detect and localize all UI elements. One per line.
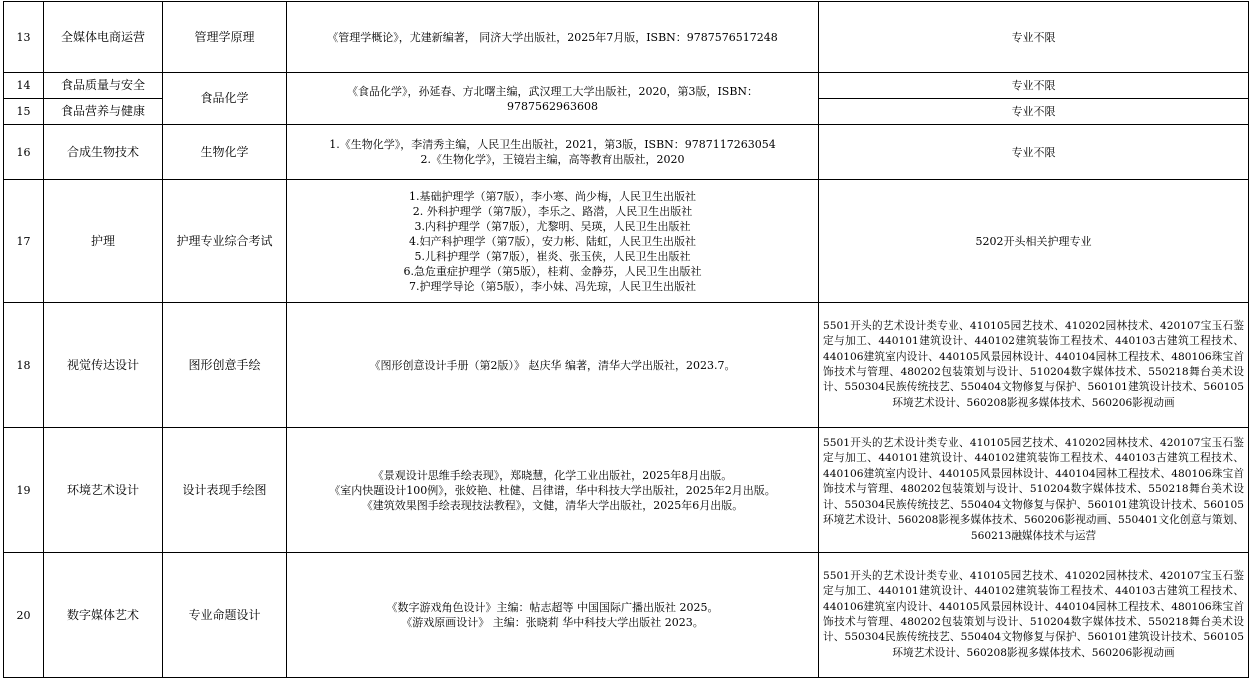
major-name: 数字媒体艺术 [44,553,163,678]
row-number: 15 [4,99,44,125]
reference-books [287,125,819,180]
table-row [4,428,1249,553]
row-number: 18 [4,303,44,428]
exam-subject: 护理专业综合考试 [163,180,287,303]
major-name: 环境艺术设计 [44,428,163,553]
exam-subject: 食品化学 [163,73,287,125]
row-number: 13 [4,2,44,73]
reference-books [287,428,819,553]
reference-book-line: 1.基础护理学（第7版），李小寒、尚少梅，人民卫生出版社 [409,189,696,203]
exam-subject: 管理学原理 [163,2,287,73]
reference-books [287,73,819,125]
reference-book-line: 6.急危重症护理学（第5版），桂莉、金静芬，人民卫生出版社 [403,264,702,278]
table-row [4,553,1249,678]
reference-books [287,553,819,678]
reference-book-line: 《图形创意设计手册（第2版）》 赵庆华 编著，清华大学出版社，2023.7。 [369,358,736,372]
applicant-requirement [819,303,1249,428]
applicant-requirement: 专业不限 [819,125,1249,180]
reference-books [287,180,819,303]
reference-book-line: 4.妇产科护理学（第7版），安力彬、陆虹，人民卫生出版社 [409,234,696,248]
table-row [4,73,1249,99]
row-number: 19 [4,428,44,553]
row-number: 17 [4,180,44,303]
major-name: 食品质量与安全 [44,73,163,99]
reference-book-line: 2.《生物化学》，王镜岩主编，高等教育出版社，2020 [420,153,685,166]
exam-subject: 设计表现手绘图 [163,428,287,553]
applicant-requirement: 专业不限 [819,73,1249,99]
exam-subject: 专业命题设计 [163,553,287,678]
reference-book-line: 《游戏原画设计》 主编：张晓莉 华中科技大学出版社 2023。 [401,616,704,629]
row-number: 16 [4,125,44,180]
requirement-text: 5501开头的艺术设计类专业、410105园艺技术、410202园林技术、420107宝玉石鉴定与加工、440101建筑设计、440102建筑装饰工程技术、440103古建筑工程技术、440106建筑室内设计、440105风景园林设计、440104园林工程技术、480106珠宝首饰技术与管理、480202包装策划与设计、510204数字媒体技术、550218舞台美术设计、550304民族传统技艺、550404文物修复与保护、560101建筑设计技术、560105环境艺术设计、560208影视多媒体技术、560206影视动画 [823,319,1244,409]
reference-book-line: 3.内科护理学（第7版），尤黎明、吴瑛，人民卫生出版社 [414,219,691,233]
table-row [4,2,1249,73]
major-name: 合成生物技术 [44,125,163,180]
applicant-requirement: 专业不限 [819,2,1249,73]
exam-subject: 图形创意手绘 [163,303,287,428]
reference-book-line: 《管理学概论》，尤建新编著， 同济大学出版社，2025年7月版，ISBN：9787576517248 [327,30,778,44]
reference-book-line: 《数字游戏角色设计》主编：帖志超等 中国国际广播出版社 2025。 [386,601,719,614]
reference-book-line: 《食品化学》，孙延春、方北曙主编，武汉理工大学出版社，2020，第3版，ISBN： [346,84,759,98]
reference-book-line: 7.护理学导论（第5版），李小妹、冯先琼，人民卫生出版社 [409,279,696,293]
reference-book-line: 2. 外科护理学（第7版），李乐之、路潜，人民卫生出版社 [412,204,693,218]
exam-subject: 生物化学 [163,125,287,180]
major-name: 全媒体电商运营 [44,2,163,73]
reference-book-line: 《建筑效果图手绘表现技法教程》，文健，清华大学出版社，2025年6月出版。 [361,498,744,512]
major-name: 食品营养与健康 [44,99,163,125]
applicant-requirement [819,428,1249,553]
applicant-requirement: 5202开头相关护理专业 [819,180,1249,303]
reference-books [287,2,819,73]
requirement-text: 5501开头的艺术设计类专业、410105园艺技术、410202园林技术、420107宝玉石鉴定与加工、440101建筑设计、440102建筑装饰工程技术、440103古建筑工程技术、440106建筑室内设计、440105风景园林设计、440104园林工程技术、480106珠宝首饰技术与管理、480202包装策划与设计、510204数字媒体技术、550218舞台美术设计、550304民族传统技艺、550404文物修复与保护、560101建筑设计技术、560105环境艺术设计、560208影视多媒体技术、560206影视动画 [823,569,1244,659]
exam-subject-table [3,1,1249,678]
table-row [4,303,1249,428]
applicant-requirement [819,553,1249,678]
major-name: 护理 [44,180,163,303]
reference-book-line: 《景观设计思维手绘表现》，郑晓慧，化学工业出版社，2025年8月出版。 [372,468,733,482]
reference-book-line: 9787562963608 [507,99,598,113]
reference-book-line: 1.《生物化学》，李清秀主编，人民卫生出版社，2021，第3版，ISBN：9787117263054 [329,138,776,151]
reference-books [287,303,819,428]
table-row [4,180,1249,303]
table-row [4,125,1249,180]
row-number: 20 [4,553,44,678]
requirement-text: 5501开头的艺术设计类专业、410105园艺技术、410202园林技术、420107宝玉石鉴定与加工、440101建筑设计、440102建筑装饰工程技术、440103古建筑工程技术、440106建筑室内设计、440105风景园林设计、440104园林工程技术、480106珠宝首饰技术与管理、480202包装策划与设计、510204数字媒体技术、550218舞台美术设计、550304民族传统技艺、550404文物修复与保护、560101建筑设计技术、560105环境艺术设计、560208影视多媒体技术、560206影视动画、550401文化创意与策划、560213融媒体技术与运营 [823,437,1244,542]
reference-book-line: 《室内快题设计100例》，张姣艳、杜健、吕律谱，华中科技大学出版社，2025年2月出版。 [329,483,776,497]
major-name: 视觉传达设计 [44,303,163,428]
reference-book-line: 5.儿科护理学（第7版），崔炎、张玉侠，人民卫生出版社 [414,249,691,263]
row-number: 14 [4,73,44,99]
applicant-requirement: 专业不限 [819,99,1249,125]
